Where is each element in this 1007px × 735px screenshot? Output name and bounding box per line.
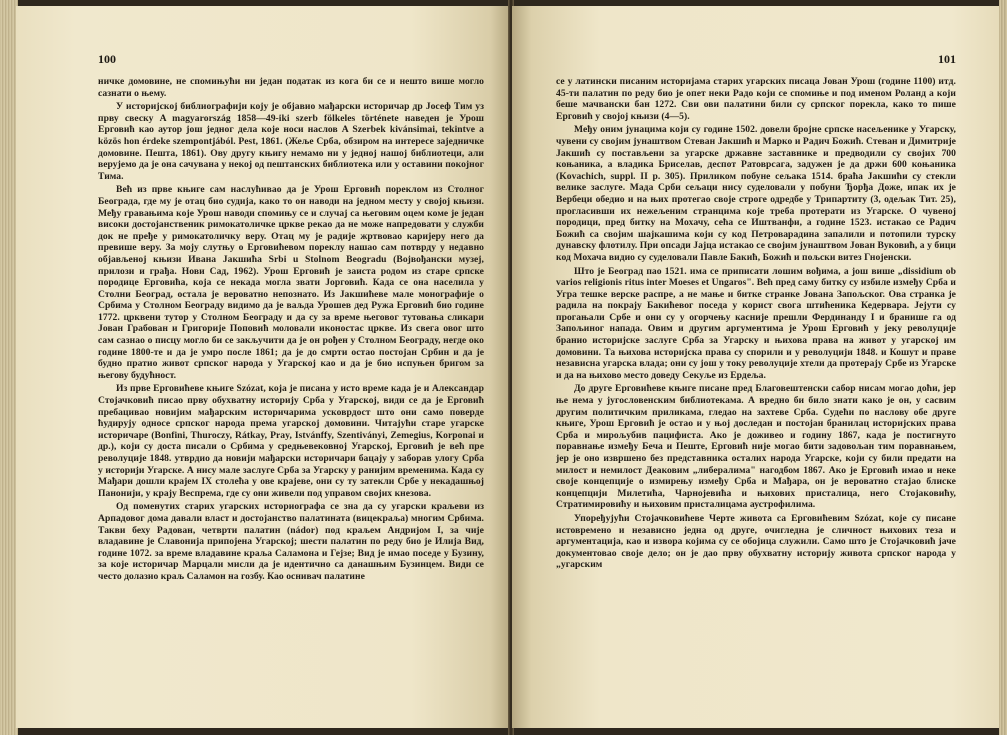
left-paragraph-1: ничке домовине, не спомињући ни један податак из кога би се и нешто више могло сазнати о њему. bbox=[98, 76, 484, 99]
right-paragraph-3: Што је Београд пао 1521. има се приписати лошим вођима, а још више „dissidium ob varios religionis ritus inter Moeses et Ungaros". Већ пред саму битку су избиле између Срба и Угра тешке верске распре, а не мање и битке странке Јована Запољског. Ова странка је радила на покрају Бакићевог поседа у корист свога штићеника Кедервара. Јејути су прогањали Србе и они су у огорчењу касније прешли Фердинанду I и бранише га од Запољиног напада. Овим и другим аргументима је Урош Ерговић у јеку револуције бранио историјске заслуге Срба за Угарску и њихова права на живот у угарској им домовини. Та њихова историјска права су спорили и у револуцији 1848. и Кошут и праве независна угарска влада; они су још у току револуције хтели да протерају Србе из Угарске и да на њихово место доведу Секуље из Ердеља. bbox=[556, 265, 956, 381]
page-number-right: 101 bbox=[938, 52, 956, 66]
right-paragraph-2: Међу оним јунацима који су године 1502. довели бројне српске насељенике у Угарску, чувени су својим јунаштвом Стеван Јакшић и Марко и Радич Божић. Стеван и Димитрије Јакшић су постављени за угарске државне заставнике и предводили су својих 700 коњаника, а владика Бриселав, деспот Ратоврсага, задужен је да држи 600 коњаника (Kovachich, suppl. II p. 305). Приликом побуне сељака 1514. браћа Јакшићи су стекли велике заслуге. Мада Срби сељаци нису суделовали у побуни Ђорђа Доже, ипак их је Вербеци обедио и на њих протегао своје строге одредбе у Трипартиту (3, одељак Тит. 25), прогласивши их нежељеним странцима које треба протерати из Угарске. О чувеној породици, пред битку на Мохачу, сећа се Иштванфи, а године 1523. истакао се Радич Божић са својим шајкашима који су код Петроварадина запалили и потопили турску дунавску флотилу. При опсади Јајца истакао се својим јунаштвом Јован Вуковић, а у бици код Мохача видио су суделовали Павле Бакић, Божић и пољски витез Гнојенски. bbox=[556, 124, 956, 263]
left-paragraph-3: Већ из прве књиге сам наслућивао да је Урош Ерговић пореклом из Столног Београда, где му је отац био судија, како то он наводи на једном месту у својој књизи. Међу гравањима које Урош наводи спомињу се и случај са његовим оцем коме је један високи достојанственик римокатоличке цркве рекао да не може напредовати у служби док не пређе у римокатоличку веру. Отац му је радије жртвовао каријеру него да превише веру. За моју слутњу о Ерговићевом пореклу нашао сам потврду у недавно објављеној књизи Ивана Јакшића Srbi u Stolnom Beogradu (Војвођански музеј, прилози и грађа. Нови Сад, 1962). Урош Ерговић је заиста родом из старе српске породице Ерговића, која се некада могла звати Јорговић. Када се она населила у Столни Београд, остала је вероватно непознато. Из Јакшићеве мале монографије о Србима у Столном Београду видимо да је ваљда Урошев дед Ружа Ерговић био године 1772. црквени тутор у Столном Београду и да су за време његовог тутовања сликари Јован Грабован и Григорије Поповић моловали иконостас цркве. Из свега овог што сам сазнао о писцу могло би се закључити да је он рођен у Столном Београду, негде око године 1800-те и да је умро после 1861; да је до смрти остао постојан Србин и да је будно пратио живот српског народа у Угарској као и да је био испуњен бригом за његову будућност. bbox=[98, 184, 484, 381]
left-paragraph-2: У историјској библиографији коју је објавио мађарски историчар др Јосеф Тим уз прву свеску A magyarország 1858—49-iki szerb fölkeles története наведен је Урош Ерговић као аутор још једног дела које носи наслов A Szerbek kivánsimai, tekintve a közös hon érdeke szempontjából. Pest, 1861. (Жеље Срба, обзиром на интересе заједничке домовине. Пешта, 1861). Ову другу књигу немамо ни у једној нашој библиотеци, али верујемо да је она сачувана у некој од пештанских библиотека или у оставини покојног Тима. bbox=[98, 101, 484, 182]
right-page bbox=[512, 6, 1000, 728]
left-paragraph-5: Од поменутих старих угарских историографа се зна да су угарски краљеви из Арпадовог дома давали власт и достојанство палатината (вицекраља) многим Србима. Такви беху Радован, четврти палатин (nádor) под краљем Андријом I, за чије владавине је Славонија припојена Угарској; шести палатин по реду био је Илија Вид, године 1072. за време владавине краља Саламона и Гејзе; Вид је имао поседе у Бузину, за које историчар Марцали мисли да је идентично са данашњим Бузинцем. Види се често долазио краљ Саламон на гозбу. Као оснивач палатине bbox=[98, 501, 484, 582]
left-paragraph-4: Из прве Ерговићеве књиге Szózat, која је писана у исто време када је и Александар Стојачковић писао прву обухватну историју Срба у Угарској, види се да је Ерговић пребацивао новијим мађарским историчарима усковрдост што они само поверде ћудирују односе српског народа према угарској домовини. Читајући старе угарске историчаре (Bonfini, Thuroczy, Rátkay, Pray, Istvánffy, Szentiványi, Zemegius, Korponai и др.), који су доста писали о Србима у средњевековној Угарској, Ерговић је већ пре револуције 1848. утврдио да новији мађарски историчари бацају у заборав улогу Срба у историји Угарске. А нису мале заслуге Срба за Угарску у ранијим временима. Када су Мађари дошли крајем IX столећа у ове крајеве, они су ту затекли Србе у некадашњој Панонији, у крају Веспрема, где су они живели под управом својих кнезова. bbox=[98, 383, 484, 499]
left-page bbox=[16, 6, 510, 728]
right-paragraph-5: Упоређујући Стојачковићеве Черте живота са Ерговићевим Szózat, које су писане истовремено и независно једна од друге, очигледна је сличност њихових теза и аргументација, као и извора којима су се обојица служили. Само што је Стојачковић јаче документовао своје дело; он је дао прву обухватну историју живота српског народа у „угарским bbox=[556, 512, 956, 571]
book-page-edges-right bbox=[999, 0, 1007, 735]
right-paragraph-1: се у латински писаним историјама старих угарских писаца Јован Урош (године 1100) итд. 45-ти палатин по реду био је опет неки Радо који се спомиње и под именом Роланд а који беше мачвански бан 1272. Сви ови палатини били су српског порекла, како то пише Ерговић у својој књизи (4—5). bbox=[556, 76, 956, 122]
page-number-left: 100 bbox=[98, 52, 116, 66]
right-paragraph-4: До друге Ерговићеве књиге писане пред Благовештенски сабор нисам могао доћи, јер ње нема у југословенским библиотекама. А вредно би било знати како је он, у сасвим другим политичким приликама, гледао на захтеве Срба. Судећи по наслову обе друге књиге, Урош Ерговић је остао и у њој доследан и постојан бранилац историјских права Срба и мирољубив пацифиста. Ако је доживео и годину 1867, када је постигнуто поравнање између Беча и Пеште, Ерговић није могао бити задовољан тим поравнањем, јер је оно извршено без представника осталих народа Угарске, који су били предати на милост и немилост Деаковим „либералима" нагодбом 1867. Ако је Ерговић имао и неке своје концепције о измирењу између Срба и Мађара, он је вероватно стајао блиске концепцији Милетића, Чарнојевића и њихових присталица, него Стојаковићу, Стратимировићу и њиховим присталицама аустрофилима. bbox=[556, 383, 956, 511]
